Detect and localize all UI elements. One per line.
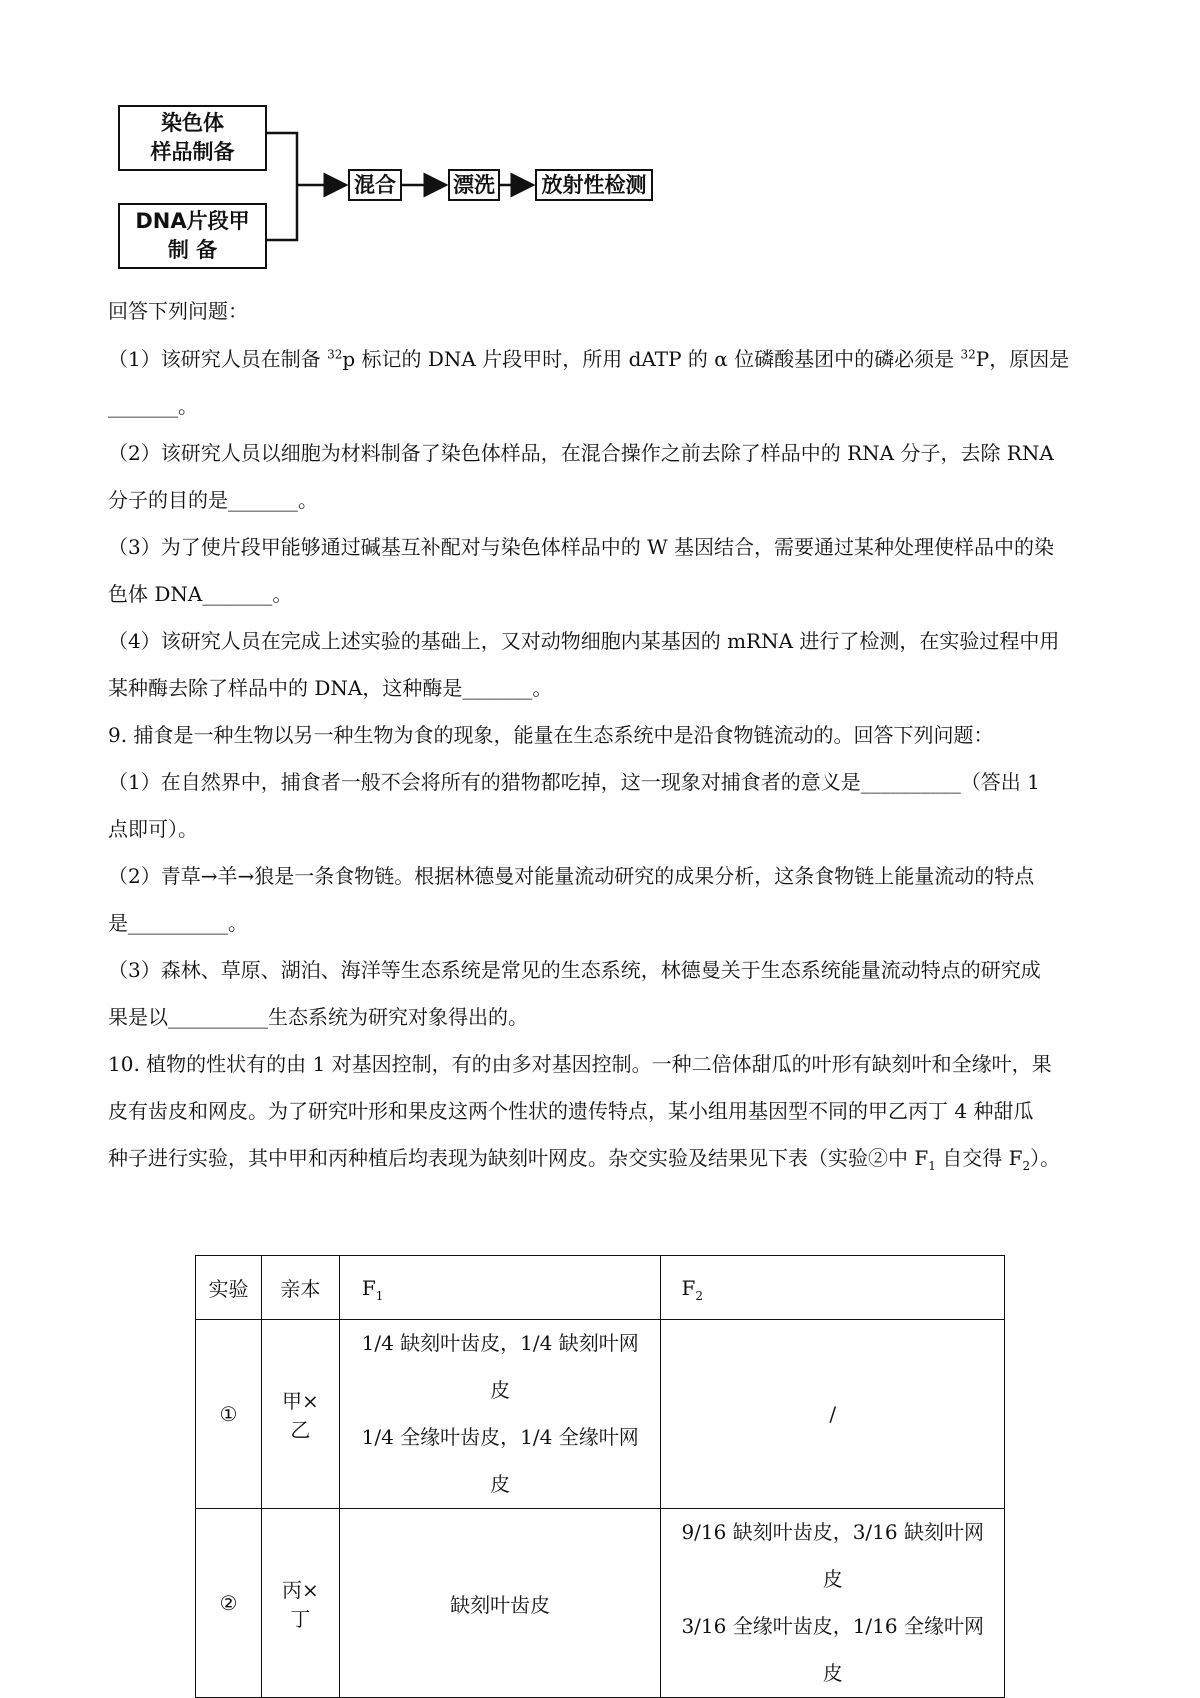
header-parents: 亲本 [261, 1256, 339, 1320]
mix-box [348, 169, 402, 201]
question-9-3-cont: 果是以__________生态系统为研究对象得出的。 [108, 1005, 528, 1029]
question-9-3: （3）森林、草原、湖泊、海洋等生态系统是常见的生态系统，林德曼关于生态系统能量流动特点的研究成 [108, 958, 1041, 982]
subscript: 2 [1022, 1159, 1031, 1173]
question-10-line2: 皮有齿皮和网皮。为了研究叶形和果皮这两个性状的遗传特点，某小组用基因型不同的甲乙丙丁 4 种甜瓜 [108, 1099, 1034, 1123]
question-8-4-cont: 某种酶去除了样品中的 DNA，这种酶是_______。 [108, 676, 553, 700]
subscript: 1 [375, 1288, 384, 1303]
row2-f1: 缺刻叶齿皮 [339, 1509, 661, 1698]
question-9-1: （1）在自然界中，捕食者一般不会将所有的猎物都吃掉，这一现象对捕食者的意义是__________（答出 1 [108, 770, 1040, 794]
rinse-box [448, 169, 500, 201]
dna-fragment-prep-box [118, 203, 267, 269]
box-text: DNA片段甲 [135, 209, 250, 233]
box-text: 漂洗 [453, 172, 495, 197]
row2-experiment: ② [196, 1509, 262, 1698]
question-8-2: （2）该研究人员以细胞为材料制备了染色体样品，在混合操作之前去除了样品中的 RNA 分子，去除 RNA [108, 441, 1054, 465]
box-text: 染色体 [161, 111, 224, 135]
text-run: 自交得 F [935, 1146, 1023, 1170]
cell-line: 1/4 全缘叶齿皮，1/4 全缘叶网皮 [361, 1425, 639, 1496]
table-header-row [196, 1256, 1005, 1320]
table-row [196, 1320, 1005, 1509]
experiment-table [195, 1255, 1005, 1698]
cell-line: 3/16 全缘叶齿皮，1/16 全缘叶网皮 [681, 1614, 984, 1685]
question-8-2-cont: 分子的目的是_______。 [108, 488, 318, 512]
subscript: 2 [695, 1288, 703, 1303]
answer-prompt: 回答下列问题： [108, 299, 248, 323]
flowchart-connectors [0, 0, 700, 280]
table-row [196, 1509, 1005, 1698]
question-8-4: （4）该研究人员在完成上述实验的基础上，又对动物细胞内某基因的 mRNA 进行了检测，在实验过程中用 [108, 629, 1060, 653]
question-9-stem: 9. 捕食是一种生物以另一种生物为食的现象，能量在生态系统中是沿食物链流动的。回答下列问题： [108, 723, 994, 747]
question-9-2-cont: 是__________。 [108, 911, 248, 935]
superscript: 32 [960, 347, 976, 362]
box-text: 制 备 [167, 238, 218, 262]
row2-parents: 丙×丁 [261, 1509, 339, 1698]
row2-f2 [661, 1509, 1005, 1698]
text-run: ）。 [1030, 1146, 1061, 1170]
box-text: 混合 [354, 172, 396, 197]
text-run: （1）该研究人员在制备 [108, 347, 328, 371]
row1-experiment: ① [196, 1320, 262, 1509]
text-run: p 标记的 DNA 片段甲时，所用 dATP 的 α 位磷酸基团中的磷必须是 [342, 347, 961, 371]
question-9-2: （2）青草→羊→狼是一条食物链。根据林德曼对能量流动研究的成果分析，这条食物链上能量流动的特点 [108, 864, 1035, 888]
question-8-1 [108, 343, 1069, 372]
radioactivity-detection-box [535, 169, 653, 201]
question-8-3-cont: 色体 DNA_______。 [108, 582, 293, 606]
question-9-1-cont: 点即可）。 [108, 817, 198, 841]
text-run: P，原因是 [975, 347, 1070, 371]
question-8-3: （3）为了使片段甲能够通过碱基互补配对与染色体样品中的 W 基因结合，需要通过某种处理使样品中的染 [108, 535, 1054, 559]
question-10-line3 [108, 1142, 1060, 1171]
box-text: 放射性检测 [541, 172, 647, 197]
superscript: 32 [327, 347, 343, 362]
cell-line: 9/16 缺刻叶齿皮，3/16 缺刻叶网皮 [681, 1520, 984, 1591]
row1-parents: 甲×乙 [261, 1320, 339, 1509]
flowchart [0, 0, 700, 280]
row1-f2: / [661, 1320, 1005, 1509]
text-run: 种子进行实验，其中甲和丙种植后均表现为缺刻叶网皮。杂交实验及结果见下表（实验②中 F [108, 1146, 929, 1170]
box-text: 样品制备 [150, 140, 235, 164]
row1-f1 [339, 1320, 661, 1509]
subscript: 1 [928, 1159, 936, 1173]
header-f1 [339, 1256, 661, 1320]
cell-line: 1/4 缺刻叶齿皮，1/4 缺刻叶网皮 [361, 1331, 639, 1402]
question-10-line1: 10. 植物的性状有的由 1 对基因控制，有的由多对基因控制。一种二倍体甜瓜的叶形有缺刻叶和全缘叶，果 [108, 1052, 1052, 1076]
chromosome-prep-box [118, 105, 267, 171]
header-experiment: 实验 [196, 1256, 262, 1320]
cell-text: F [361, 1275, 376, 1300]
cell-text: F [681, 1275, 696, 1300]
question-8-1-blank: _______。 [108, 394, 198, 418]
header-f2 [661, 1256, 1005, 1320]
